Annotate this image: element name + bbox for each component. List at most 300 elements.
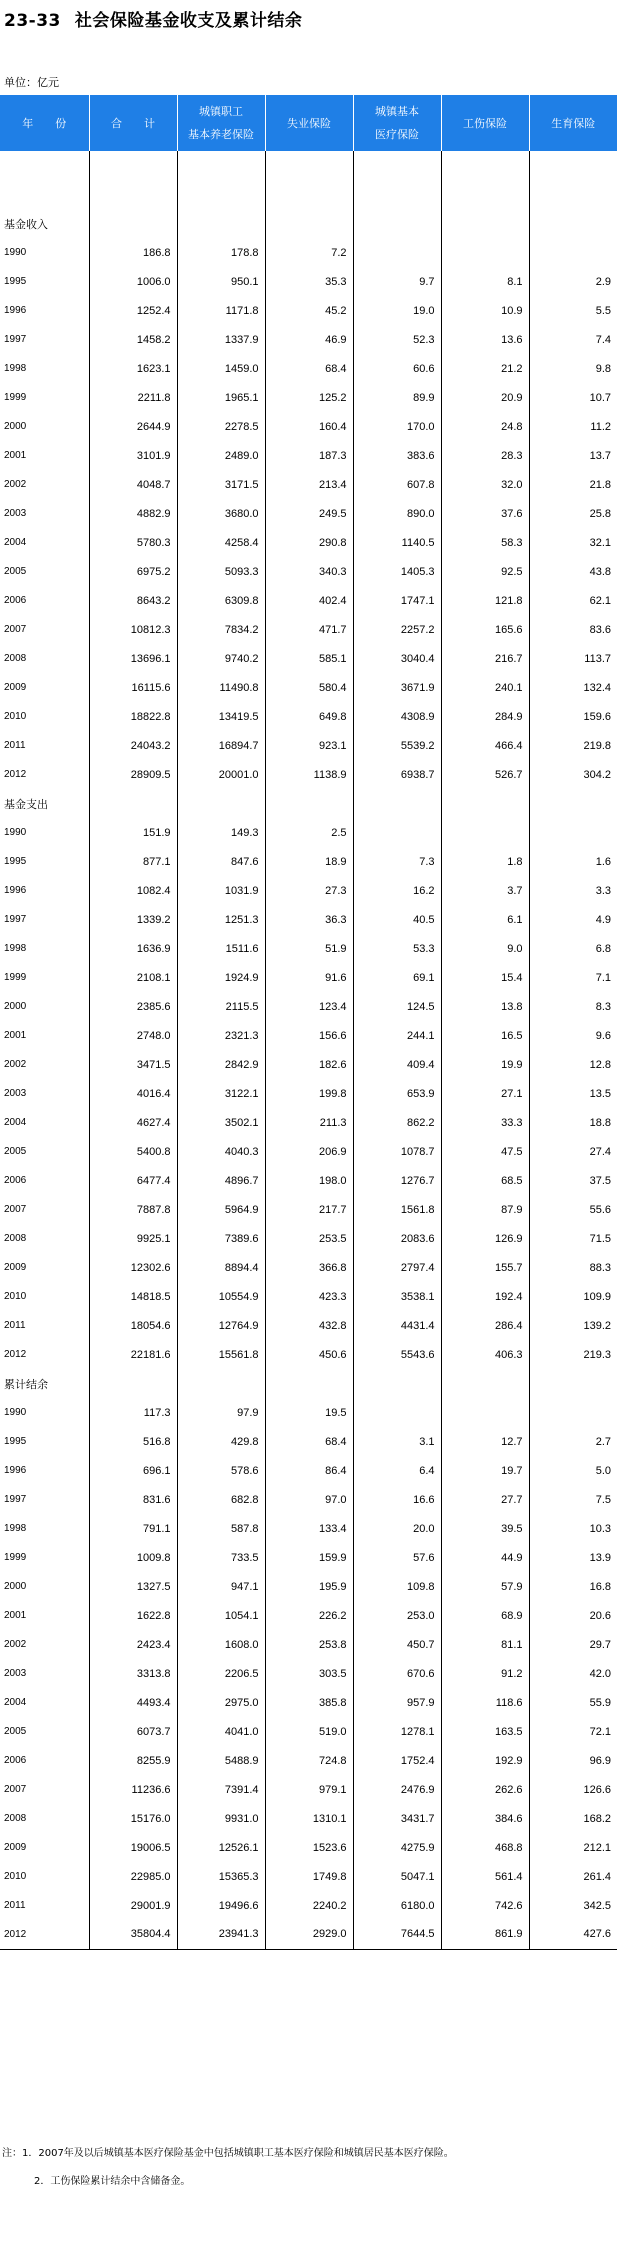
value-cell: 696.1 bbox=[89, 1456, 177, 1485]
year-cell: 1996 bbox=[0, 296, 89, 325]
value-cell: 27.1 bbox=[441, 1079, 529, 1108]
value-cell: 19.7 bbox=[441, 1456, 529, 1485]
value-cell: 383.6 bbox=[353, 441, 441, 470]
empty-cell bbox=[0, 180, 89, 209]
table-row bbox=[0, 1050, 617, 1079]
value-cell: 16.6 bbox=[353, 1485, 441, 1514]
table-row bbox=[0, 992, 617, 1021]
empty-cell bbox=[89, 1369, 177, 1398]
value-cell: 4275.9 bbox=[353, 1833, 441, 1862]
table-row bbox=[0, 1775, 617, 1804]
value-cell: 526.7 bbox=[441, 760, 529, 789]
year-cell: 2004 bbox=[0, 528, 89, 557]
table-row bbox=[0, 1427, 617, 1456]
value-cell: 6073.7 bbox=[89, 1717, 177, 1746]
year-cell: 2001 bbox=[0, 1021, 89, 1050]
value-cell: 19006.5 bbox=[89, 1833, 177, 1862]
value-cell: 83.6 bbox=[529, 615, 617, 644]
value-cell: 4896.7 bbox=[177, 1166, 265, 1195]
empty-cell bbox=[177, 789, 265, 818]
value-cell: 57.9 bbox=[441, 1572, 529, 1601]
value-cell: 10.3 bbox=[529, 1514, 617, 1543]
table-row bbox=[0, 1021, 617, 1050]
value-cell: 2257.2 bbox=[353, 615, 441, 644]
value-cell: 1747.1 bbox=[353, 586, 441, 615]
value-cell: 6975.2 bbox=[89, 557, 177, 586]
value-cell bbox=[529, 1398, 617, 1427]
value-cell: 15.4 bbox=[441, 963, 529, 992]
value-cell: 2108.1 bbox=[89, 963, 177, 992]
value-cell: 10.9 bbox=[441, 296, 529, 325]
value-cell: 42.0 bbox=[529, 1659, 617, 1688]
value-cell: 286.4 bbox=[441, 1311, 529, 1340]
table-row bbox=[0, 1108, 617, 1137]
table-row bbox=[0, 383, 617, 412]
value-cell: 1006.0 bbox=[89, 267, 177, 296]
table-row bbox=[0, 1630, 617, 1659]
value-cell: 123.4 bbox=[265, 992, 353, 1021]
value-cell: 87.9 bbox=[441, 1195, 529, 1224]
year-cell: 1997 bbox=[0, 905, 89, 934]
table-row bbox=[0, 528, 617, 557]
value-cell: 60.6 bbox=[353, 354, 441, 383]
year-cell: 2001 bbox=[0, 441, 89, 470]
table-row bbox=[0, 296, 617, 325]
value-cell: 4040.3 bbox=[177, 1137, 265, 1166]
value-cell: 947.1 bbox=[177, 1572, 265, 1601]
value-cell: 366.8 bbox=[265, 1253, 353, 1282]
value-cell: 71.5 bbox=[529, 1224, 617, 1253]
value-cell: 578.6 bbox=[177, 1456, 265, 1485]
table-row bbox=[0, 470, 617, 499]
table-row bbox=[0, 1282, 617, 1311]
year-cell: 2010 bbox=[0, 1282, 89, 1311]
value-cell: 7389.6 bbox=[177, 1224, 265, 1253]
value-cell: 4258.4 bbox=[177, 528, 265, 557]
value-cell: 304.2 bbox=[529, 760, 617, 789]
value-cell: 33.3 bbox=[441, 1108, 529, 1137]
value-cell: 32.1 bbox=[529, 528, 617, 557]
value-cell: 5539.2 bbox=[353, 731, 441, 760]
value-cell: 37.6 bbox=[441, 499, 529, 528]
table-row bbox=[0, 1891, 617, 1920]
value-cell: 36.3 bbox=[265, 905, 353, 934]
value-cell: 51.9 bbox=[265, 934, 353, 963]
empty-cell bbox=[441, 1369, 529, 1398]
value-cell: 97.0 bbox=[265, 1485, 353, 1514]
value-cell: 2842.9 bbox=[177, 1050, 265, 1079]
value-cell: 5400.8 bbox=[89, 1137, 177, 1166]
value-cell: 20.6 bbox=[529, 1601, 617, 1630]
table-row bbox=[0, 1340, 617, 1369]
value-cell: 3040.4 bbox=[353, 644, 441, 673]
value-cell: 13.6 bbox=[441, 325, 529, 354]
table-row bbox=[0, 1079, 617, 1108]
value-cell: 1459.0 bbox=[177, 354, 265, 383]
table-row bbox=[0, 673, 617, 702]
value-cell: 53.3 bbox=[353, 934, 441, 963]
value-cell: 3101.9 bbox=[89, 441, 177, 470]
value-cell: 385.8 bbox=[265, 1688, 353, 1717]
value-cell: 847.6 bbox=[177, 847, 265, 876]
empty-cell bbox=[353, 1369, 441, 1398]
value-cell: 7.4 bbox=[529, 325, 617, 354]
value-cell: 35804.4 bbox=[89, 1920, 177, 1949]
value-cell: 340.3 bbox=[265, 557, 353, 586]
value-cell: 2206.5 bbox=[177, 1659, 265, 1688]
value-cell: 3538.1 bbox=[353, 1282, 441, 1311]
table-row bbox=[0, 1311, 617, 1340]
value-cell: 117.3 bbox=[89, 1398, 177, 1427]
value-cell: 450.6 bbox=[265, 1340, 353, 1369]
table-row bbox=[0, 1804, 617, 1833]
unit-label: 单位：亿元 bbox=[4, 76, 59, 89]
value-cell: 284.9 bbox=[441, 702, 529, 731]
value-cell: 212.1 bbox=[529, 1833, 617, 1862]
value-cell: 9.6 bbox=[529, 1021, 617, 1050]
value-cell: 923.1 bbox=[265, 731, 353, 760]
value-cell: 7834.2 bbox=[177, 615, 265, 644]
year-cell: 1995 bbox=[0, 1427, 89, 1456]
value-cell: 1252.4 bbox=[89, 296, 177, 325]
year-cell: 2012 bbox=[0, 1920, 89, 1949]
value-cell: 68.5 bbox=[441, 1166, 529, 1195]
value-cell: 429.8 bbox=[177, 1427, 265, 1456]
value-cell: 14818.5 bbox=[89, 1282, 177, 1311]
table-row bbox=[0, 1659, 617, 1688]
empty-cell bbox=[441, 151, 529, 180]
value-cell: 9740.2 bbox=[177, 644, 265, 673]
year-cell: 2007 bbox=[0, 615, 89, 644]
value-cell: 187.3 bbox=[265, 441, 353, 470]
table-row bbox=[0, 1398, 617, 1427]
column-header-2 bbox=[177, 95, 265, 151]
value-cell: 9925.1 bbox=[89, 1224, 177, 1253]
value-cell: 670.6 bbox=[353, 1659, 441, 1688]
value-cell: 6477.4 bbox=[89, 1166, 177, 1195]
value-cell: 724.8 bbox=[265, 1746, 353, 1775]
table-row bbox=[0, 1166, 617, 1195]
value-cell: 47.5 bbox=[441, 1137, 529, 1166]
value-cell: 192.9 bbox=[441, 1746, 529, 1775]
value-cell: 1523.6 bbox=[265, 1833, 353, 1862]
year-cell: 1996 bbox=[0, 876, 89, 905]
value-cell: 2278.5 bbox=[177, 412, 265, 441]
value-cell: 253.5 bbox=[265, 1224, 353, 1253]
empty-cell bbox=[177, 151, 265, 180]
value-cell: 19.5 bbox=[265, 1398, 353, 1427]
value-cell: 121.8 bbox=[441, 586, 529, 615]
value-cell: 2.7 bbox=[529, 1427, 617, 1456]
value-cell: 19.0 bbox=[353, 296, 441, 325]
value-cell: 979.1 bbox=[265, 1775, 353, 1804]
value-cell: 68.4 bbox=[265, 1427, 353, 1456]
table-header bbox=[0, 95, 617, 151]
year-cell: 2002 bbox=[0, 470, 89, 499]
value-cell: 86.4 bbox=[265, 1456, 353, 1485]
value-cell: 8.3 bbox=[529, 992, 617, 1021]
value-cell: 2115.5 bbox=[177, 992, 265, 1021]
table-body bbox=[0, 151, 617, 1949]
value-cell: 8894.4 bbox=[177, 1253, 265, 1282]
empty-cell bbox=[265, 180, 353, 209]
value-cell: 118.6 bbox=[441, 1688, 529, 1717]
value-cell: 1082.4 bbox=[89, 876, 177, 905]
table-row bbox=[0, 1601, 617, 1630]
table-row bbox=[0, 963, 617, 992]
value-cell: 653.9 bbox=[353, 1079, 441, 1108]
value-cell: 587.8 bbox=[177, 1514, 265, 1543]
value-cell: 1310.1 bbox=[265, 1804, 353, 1833]
year-cell: 2000 bbox=[0, 412, 89, 441]
empty-cell bbox=[265, 151, 353, 180]
value-cell: 957.9 bbox=[353, 1688, 441, 1717]
year-cell: 2005 bbox=[0, 1717, 89, 1746]
year-cell: 2007 bbox=[0, 1195, 89, 1224]
value-cell: 16.2 bbox=[353, 876, 441, 905]
value-cell: 1278.1 bbox=[353, 1717, 441, 1746]
value-cell: 12764.9 bbox=[177, 1311, 265, 1340]
column-header-0 bbox=[0, 95, 89, 151]
year-cell: 1996 bbox=[0, 1456, 89, 1485]
value-cell: 29001.9 bbox=[89, 1891, 177, 1920]
year-cell: 2005 bbox=[0, 557, 89, 586]
value-cell: 55.9 bbox=[529, 1688, 617, 1717]
value-cell: 28909.5 bbox=[89, 760, 177, 789]
value-cell: 402.4 bbox=[265, 586, 353, 615]
empty-cell bbox=[353, 180, 441, 209]
value-cell: 21.2 bbox=[441, 354, 529, 383]
table-row bbox=[0, 1862, 617, 1891]
value-cell: 6180.0 bbox=[353, 1891, 441, 1920]
value-cell: 15176.0 bbox=[89, 1804, 177, 1833]
value-cell: 109.8 bbox=[353, 1572, 441, 1601]
year-cell: 2004 bbox=[0, 1108, 89, 1137]
value-cell: 2929.0 bbox=[265, 1920, 353, 1949]
value-cell: 585.1 bbox=[265, 644, 353, 673]
value-cell: 192.4 bbox=[441, 1282, 529, 1311]
value-cell: 13.5 bbox=[529, 1079, 617, 1108]
value-cell: 22985.0 bbox=[89, 1862, 177, 1891]
year-cell: 2008 bbox=[0, 1224, 89, 1253]
value-cell: 18.9 bbox=[265, 847, 353, 876]
value-cell: 7.5 bbox=[529, 1485, 617, 1514]
value-cell: 1924.9 bbox=[177, 963, 265, 992]
value-cell: 126.6 bbox=[529, 1775, 617, 1804]
year-cell: 2008 bbox=[0, 644, 89, 673]
value-cell: 1405.3 bbox=[353, 557, 441, 586]
table-row bbox=[0, 1920, 617, 1949]
year-cell: 2010 bbox=[0, 1862, 89, 1891]
value-cell: 1140.5 bbox=[353, 528, 441, 557]
value-cell: 23941.3 bbox=[177, 1920, 265, 1949]
value-cell: 27.4 bbox=[529, 1137, 617, 1166]
table-row bbox=[0, 499, 617, 528]
value-cell: 950.1 bbox=[177, 267, 265, 296]
section-row bbox=[0, 789, 617, 818]
value-cell: 126.9 bbox=[441, 1224, 529, 1253]
value-cell: 13696.1 bbox=[89, 644, 177, 673]
value-cell: 39.5 bbox=[441, 1514, 529, 1543]
year-cell: 2006 bbox=[0, 1166, 89, 1195]
value-cell: 7644.5 bbox=[353, 1920, 441, 1949]
value-cell bbox=[353, 238, 441, 267]
note-2: 2．工伤保险累计结余中含储备金。 bbox=[34, 2176, 191, 2187]
year-cell: 2007 bbox=[0, 1775, 89, 1804]
value-cell: 182.6 bbox=[265, 1050, 353, 1079]
value-cell: 1623.1 bbox=[89, 354, 177, 383]
year-cell: 1998 bbox=[0, 934, 89, 963]
value-cell: 19496.6 bbox=[177, 1891, 265, 1920]
value-cell: 5488.9 bbox=[177, 1746, 265, 1775]
value-cell: 28.3 bbox=[441, 441, 529, 470]
value-cell: 9.0 bbox=[441, 934, 529, 963]
value-cell: 29.7 bbox=[529, 1630, 617, 1659]
value-cell: 244.1 bbox=[353, 1021, 441, 1050]
value-cell: 561.4 bbox=[441, 1862, 529, 1891]
value-cell: 62.1 bbox=[529, 586, 617, 615]
value-cell: 253.8 bbox=[265, 1630, 353, 1659]
value-cell: 24.8 bbox=[441, 412, 529, 441]
value-cell: 5780.3 bbox=[89, 528, 177, 557]
value-cell: 32.0 bbox=[441, 470, 529, 499]
value-cell: 3.3 bbox=[529, 876, 617, 905]
value-cell: 5.0 bbox=[529, 1456, 617, 1485]
value-cell: 97.9 bbox=[177, 1398, 265, 1427]
empty-cell bbox=[177, 180, 265, 209]
year-cell: 1998 bbox=[0, 354, 89, 383]
value-cell: 2489.0 bbox=[177, 441, 265, 470]
year-cell: 2006 bbox=[0, 586, 89, 615]
value-cell: 96.9 bbox=[529, 1746, 617, 1775]
table-row bbox=[0, 847, 617, 876]
value-cell: 213.4 bbox=[265, 470, 353, 499]
value-cell: 466.4 bbox=[441, 731, 529, 760]
empty-cell bbox=[265, 789, 353, 818]
value-cell: 12302.6 bbox=[89, 1253, 177, 1282]
value-cell: 2975.0 bbox=[177, 1688, 265, 1717]
column-header-line: 城镇职工 bbox=[199, 105, 243, 118]
year-cell: 1999 bbox=[0, 1543, 89, 1572]
column-header-line: 生育保险 bbox=[551, 116, 596, 130]
table-row bbox=[0, 238, 617, 267]
value-cell: 13.8 bbox=[441, 992, 529, 1021]
value-cell: 3471.5 bbox=[89, 1050, 177, 1079]
value-cell: 168.2 bbox=[529, 1804, 617, 1833]
value-cell: 1608.0 bbox=[177, 1630, 265, 1659]
section-row bbox=[0, 1369, 617, 1398]
column-header-line: 失业保险 bbox=[287, 116, 331, 130]
section-label: 累计结余 bbox=[0, 1369, 89, 1398]
value-cell: 384.6 bbox=[441, 1804, 529, 1833]
empty-cell bbox=[441, 180, 529, 209]
value-cell: 217.7 bbox=[265, 1195, 353, 1224]
value-cell: 44.9 bbox=[441, 1543, 529, 1572]
notes bbox=[2, 2140, 454, 2196]
value-cell: 155.7 bbox=[441, 1253, 529, 1282]
value-cell: 133.4 bbox=[265, 1514, 353, 1543]
value-cell: 427.6 bbox=[529, 1920, 617, 1949]
value-cell: 27.3 bbox=[265, 876, 353, 905]
value-cell: 170.0 bbox=[353, 412, 441, 441]
value-cell: 423.3 bbox=[265, 1282, 353, 1311]
value-cell: 1636.9 bbox=[89, 934, 177, 963]
value-cell: 1.8 bbox=[441, 847, 529, 876]
value-cell: 4431.4 bbox=[353, 1311, 441, 1340]
value-cell: 16.5 bbox=[441, 1021, 529, 1050]
year-cell: 1995 bbox=[0, 267, 89, 296]
value-cell: 2240.2 bbox=[265, 1891, 353, 1920]
value-cell: 7.3 bbox=[353, 847, 441, 876]
spacer-row bbox=[0, 180, 617, 209]
table-row bbox=[0, 412, 617, 441]
value-cell: 165.6 bbox=[441, 615, 529, 644]
value-cell: 18822.8 bbox=[89, 702, 177, 731]
value-cell: 11236.6 bbox=[89, 1775, 177, 1804]
value-cell: 1276.7 bbox=[353, 1166, 441, 1195]
data-table-container bbox=[0, 95, 617, 1950]
empty-cell bbox=[441, 789, 529, 818]
value-cell: 2644.9 bbox=[89, 412, 177, 441]
value-cell: 27.7 bbox=[441, 1485, 529, 1514]
value-cell: 219.3 bbox=[529, 1340, 617, 1369]
value-cell: 43.8 bbox=[529, 557, 617, 586]
value-cell: 9931.0 bbox=[177, 1804, 265, 1833]
value-cell: 178.8 bbox=[177, 238, 265, 267]
value-cell: 69.1 bbox=[353, 963, 441, 992]
value-cell: 3.1 bbox=[353, 1427, 441, 1456]
year-cell: 2002 bbox=[0, 1630, 89, 1659]
value-cell: 8643.2 bbox=[89, 586, 177, 615]
value-cell: 1965.1 bbox=[177, 383, 265, 412]
value-cell: 3680.0 bbox=[177, 499, 265, 528]
value-cell: 35.3 bbox=[265, 267, 353, 296]
value-cell: 16894.7 bbox=[177, 731, 265, 760]
value-cell: 742.6 bbox=[441, 1891, 529, 1920]
column-header-3 bbox=[265, 95, 353, 151]
year-cell: 2009 bbox=[0, 1253, 89, 1282]
value-cell: 11490.8 bbox=[177, 673, 265, 702]
value-cell: 57.6 bbox=[353, 1543, 441, 1572]
table-row bbox=[0, 876, 617, 905]
value-cell: 406.3 bbox=[441, 1340, 529, 1369]
value-cell: 607.8 bbox=[353, 470, 441, 499]
value-cell: 5093.3 bbox=[177, 557, 265, 586]
table-row bbox=[0, 557, 617, 586]
value-cell: 2083.6 bbox=[353, 1224, 441, 1253]
year-cell: 1990 bbox=[0, 238, 89, 267]
value-cell: 468.8 bbox=[441, 1833, 529, 1862]
value-cell: 20.9 bbox=[441, 383, 529, 412]
value-cell: 16.8 bbox=[529, 1572, 617, 1601]
value-cell: 4016.4 bbox=[89, 1079, 177, 1108]
value-cell: 4.9 bbox=[529, 905, 617, 934]
value-cell: 862.2 bbox=[353, 1108, 441, 1137]
empty-cell bbox=[353, 209, 441, 238]
value-cell: 72.1 bbox=[529, 1717, 617, 1746]
value-cell: 216.7 bbox=[441, 644, 529, 673]
value-cell: 46.9 bbox=[265, 325, 353, 354]
value-cell: 10812.3 bbox=[89, 615, 177, 644]
data-table bbox=[0, 95, 617, 1950]
column-header-1 bbox=[89, 95, 177, 151]
value-cell: 159.6 bbox=[529, 702, 617, 731]
empty-cell bbox=[529, 1369, 617, 1398]
empty-cell bbox=[89, 151, 177, 180]
value-cell: 81.1 bbox=[441, 1630, 529, 1659]
value-cell: 519.0 bbox=[265, 1717, 353, 1746]
value-cell: 1054.1 bbox=[177, 1601, 265, 1630]
